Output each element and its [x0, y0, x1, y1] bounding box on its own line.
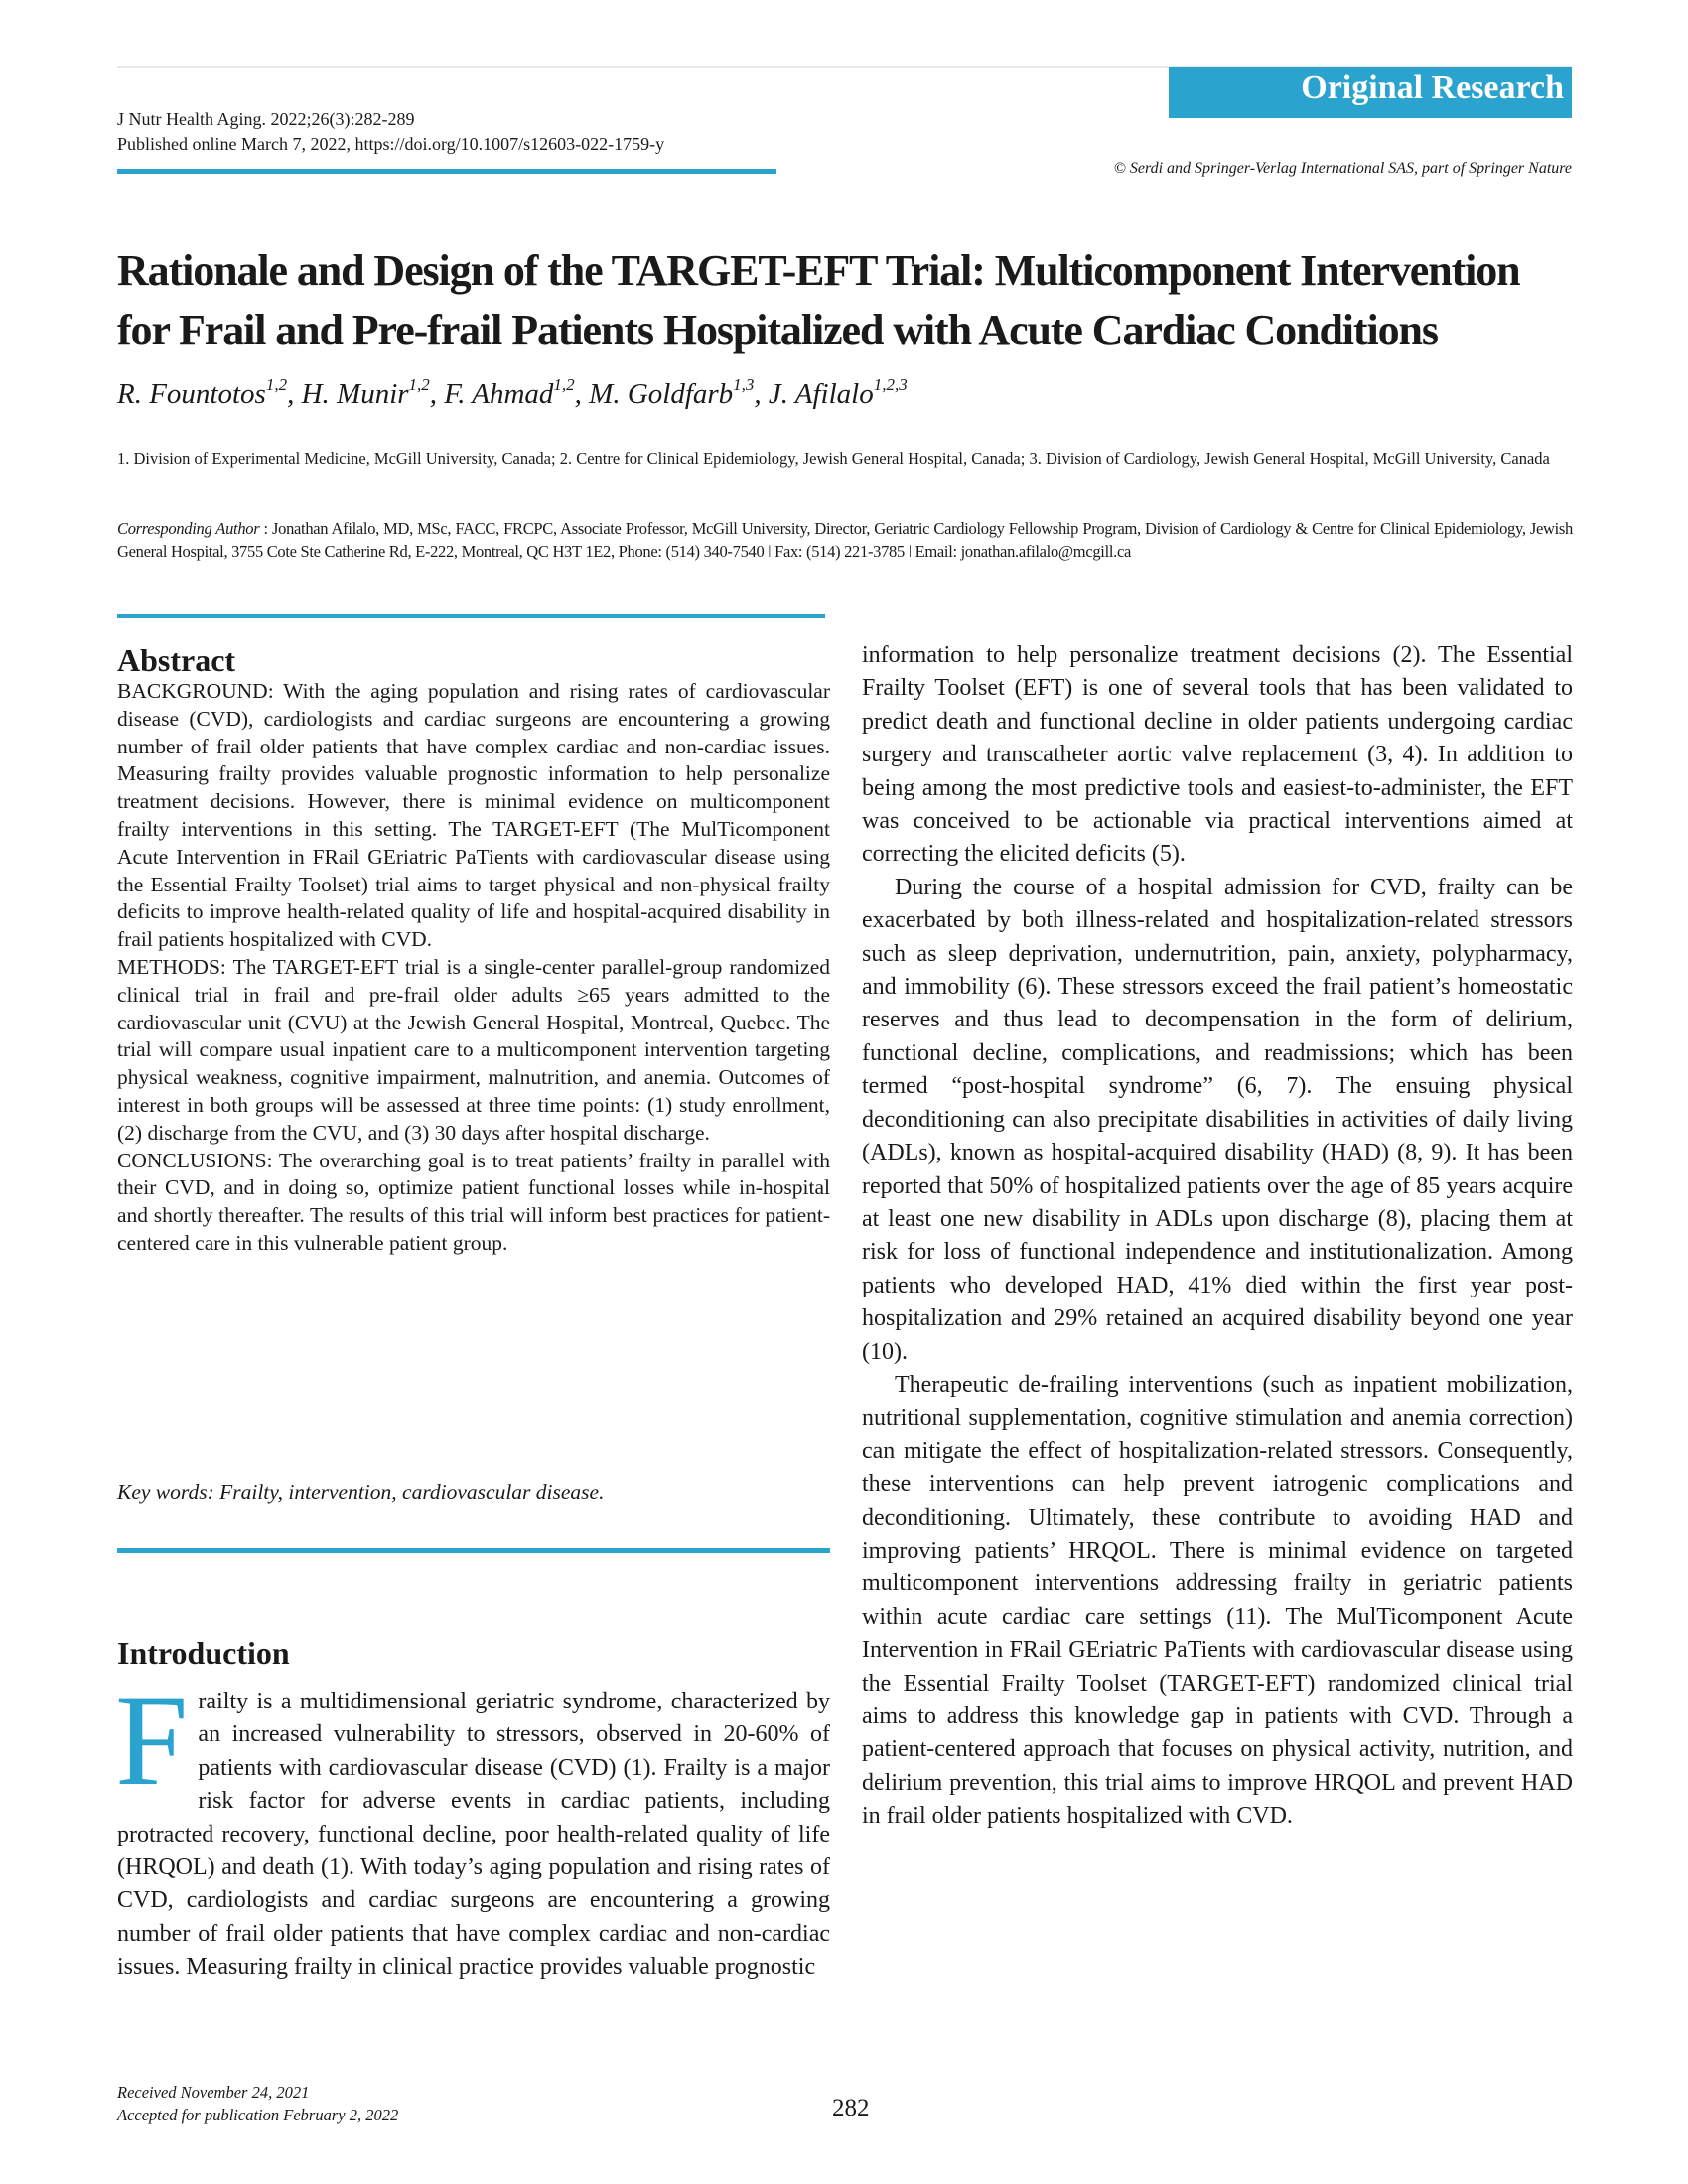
introduction-left-column — [115, 1667, 830, 1984]
introduction-right-column — [862, 639, 1573, 1834]
abstract-conclusions: CONCLUSIONS: The overarching goal is to treat patients’ frailty in parallel with their CVD, and in doing so, optimize patient functional losses while in-hospital and shortly thereafter. The results of this trial will inform best practices for patient-centered care in this vulnerable patient group. — [117, 1148, 830, 1255]
abstract-rule — [117, 1548, 830, 1553]
abstract-heading: Abstract — [117, 642, 236, 678]
journal-rule — [117, 169, 776, 174]
article-type-label: Original Research — [1301, 69, 1564, 106]
introduction-paragraph-1-text: railty is a multidimensional geriatric syndrome, characterized by an increased vulnerability to stressors, observed in 20-60% of patients with cardiovascular disease (CVD) (1). Frailty is a major risk factor for adverse events in cardiac patients, including protracted recovery, functional decline, poor health-related quality of life (HRQOL) and death (1). With today’s aging population and rising rates of CVD, cardiologists and cardiac surgeons are encountering a growing number of frail older patients that have complex cardiac and non-cardiac issues. Measuring frailty in clinical practice provides valuable prognostic — [117, 1689, 830, 1980]
introduction-paragraph-1 — [115, 1667, 830, 1984]
author-affiliation-marker: 1,2 — [408, 375, 430, 394]
received-date: Received November 24, 2021 — [117, 2083, 310, 2102]
introduction-paragraph-1-continued: information to help personalize treatment decisions (2). The Essential Frailty Toolset (EFT) is one of several tools that has been validated to predict death and functional decline in older patients undergoing cardiac surgery and transcatheter aortic valve replacement (3, 4). In addition to being among the most predictive tools and easiest-to-administer, the EFT was conceived to be actionable via practical interventions aimed at correcting the elicited deficits (5). — [862, 642, 1573, 868]
corresponding-author-details: : Jonathan Afilalo, MD, MSc, FACC, FRCPC, Associate Professor, McGill University, Director, Geriatric Cardiology Fellowship Program, Division of Cardiology & Centre for Clinical Epidemiology, Jewish General Hospital, 3755 Cote Ste Catherine Rd, E-222, Montreal, QC H3T 1E2, Phone: (514) 340-7540 ǀ Fax: (514) 221-3785 ǀ Email: jonathan.afilalo@mcgill.ca — [117, 519, 1573, 561]
copyright-notice: © Serdi and Springer-Verlag International SAS, part of Springer Nature — [1113, 160, 1572, 177]
author-affiliation-marker: 1,2,3 — [873, 375, 908, 394]
abstract-body — [117, 678, 830, 1258]
corresponding-author — [117, 517, 1573, 563]
drop-cap: F — [115, 1667, 189, 1813]
author-name: F. Ahmad — [444, 378, 554, 410]
introduction-heading: Introduction — [117, 1635, 290, 1671]
section-separator — [117, 614, 825, 618]
author-name: J. Afilalo — [768, 378, 874, 410]
author-affiliation-marker: 1,2 — [553, 375, 575, 394]
page-number: 282 — [832, 2095, 870, 2121]
author-name: H. Munir — [301, 378, 409, 410]
abstract-background: BACKGROUND: With the aging population and rising rates of cardiovascular disease (CVD), cardiologists and cardiac surgeons are encountering a growing number of frail older patients that have complex cardiac and non-cardiac issues. Measuring frailty provides valuable prognostic information to help personalize treatment decisions. However, there is minimal evidence on multicomponent frailty interventions in this setting. The TARGET-EFT (The MulTicomponent Acute Intervention in FRail GEriatric PaTients with cardiovascular disease using the Essential Frailty Toolset) trial aims to target physical and non-physical frailty deficits to improve health-related quality of life and hospital-acquired disability in frail patients hospitalized with CVD. — [117, 679, 830, 952]
publication-dates — [117, 2081, 398, 2126]
corresponding-author-label: Corresponding Author — [117, 519, 260, 538]
title-line-2: for Frail and Pre-frail Patients Hospitalized with Acute Cardiac Conditions — [117, 306, 1438, 354]
keywords: Key words: Frailty, intervention, cardiovascular disease. — [117, 1480, 605, 1504]
author-affiliation-marker: 1,3 — [733, 375, 755, 394]
author-list: R. Fountotos$^{1,2}$, H. Munir$^{1,2}$, F. Ahmad$^{1,2}$, M. Goldfarb$^{1,3}$, J. Afilalo$^{1,2,3}$ — [117, 375, 908, 410]
doi-line[interactable]: Published online March 7, 2022, https://doi.org/10.1007/s12603-022-1759-y — [117, 134, 665, 154]
title-line-1: Rationale and Design of the TARGET-EFT Trial: Multicomponent Intervention — [117, 246, 1520, 295]
author-name: R. Fountotos — [117, 378, 266, 410]
journal-reference: J Nutr Health Aging. 2022;26(3):282-289 — [117, 109, 415, 129]
introduction-paragraph-2: During the course of a hospital admission for CVD, frailty can be exacerbated by both illness-related and hospitalization-related stressors such as sleep deprivation, undernutrition, pain, anxiety, polypharmacy, and immobility (6). These stressors exceed the frail patient’s homeostatic reserves and thus lead to decompensation in the form of delirium, functional decline, complications, and readmissions; which has been termed “post-hospital syndrome” (6, 7). The ensuing physical deconditioning can also precipitate disabilities in activities of daily living (ADLs), known as hospital-acquired disability (HAD) (8, 9). It has been reported that 50% of hospitalized patients over the age of 85 years acquire at least one new disability in ADLs upon discharge (8), placing them at risk for loss of functional independence and institutionalization. Among patients who developed HAD, 41% died within the first year post-hospitalization and 29% retained an acquired disability beyond one year (10). — [862, 874, 1573, 1365]
introduction-paragraph-3: Therapeutic de-frailing interventions (such as inpatient mobilization, nutritional supplementation, cognitive stimulation and anemia correction) can mitigate the effect of hospitalization-related stressors. Consequently, these interventions can help prevent iatrogenic complications and deconditioning. Ultimately, these contribute to avoiding HAD and improving patients’ HRQOL. There is minimal evidence on targeted multicomponent interventions addressing frailty in geriatric patients within acute cardiac care settings (11). The MulTicomponent Acute Intervention in FRail GEriatric PaTients with cardiovascular disease using the Essential Frailty Toolset (TARGET-EFT) randomized clinical trial aims to address this knowledge gap in patients with CVD. Through a patient-centered approach that focuses on physical activity, nutrition, and delirium prevention, this trial aims to improve HRQOL and prevent HAD in frail older patients hospitalized with CVD. — [862, 1371, 1573, 1830]
journal-citation — [117, 107, 812, 157]
abstract-methods: METHODS: The TARGET-EFT trial is a single-center parallel-group randomized clinical trial in frail and pre-frail older adults ≥65 years admitted to the cardiovascular unit (CVU) at the Jewish General Hospital, Montreal, Quebec. The trial will compare usual inpatient care to a multicomponent intervention targeting physical weakness, cognitive impairment, malnutrition, and anemia. Outcomes of interest in both groups will be assessed at three time points: (1) study enrollment, (2) discharge from the CVU, and (3) 30 days after hospital discharge. — [117, 954, 830, 1145]
author-name: M. Goldfarb — [589, 378, 734, 410]
article-type-badge — [1169, 67, 1572, 118]
accepted-date: Accepted for publication February 2, 2022 — [117, 2106, 399, 2124]
author-affiliation-marker: 1,2 — [265, 375, 288, 394]
affiliations: 1. Division of Experimental Medicine, McGill University, Canada; 2. Centre for Clinical Epidemiology, Jewish General Hospital, Canada; 3. Division of Cardiology, Jewish General Hospital, McGill University, Canada — [117, 449, 1550, 468]
article-title — [117, 241, 1577, 360]
